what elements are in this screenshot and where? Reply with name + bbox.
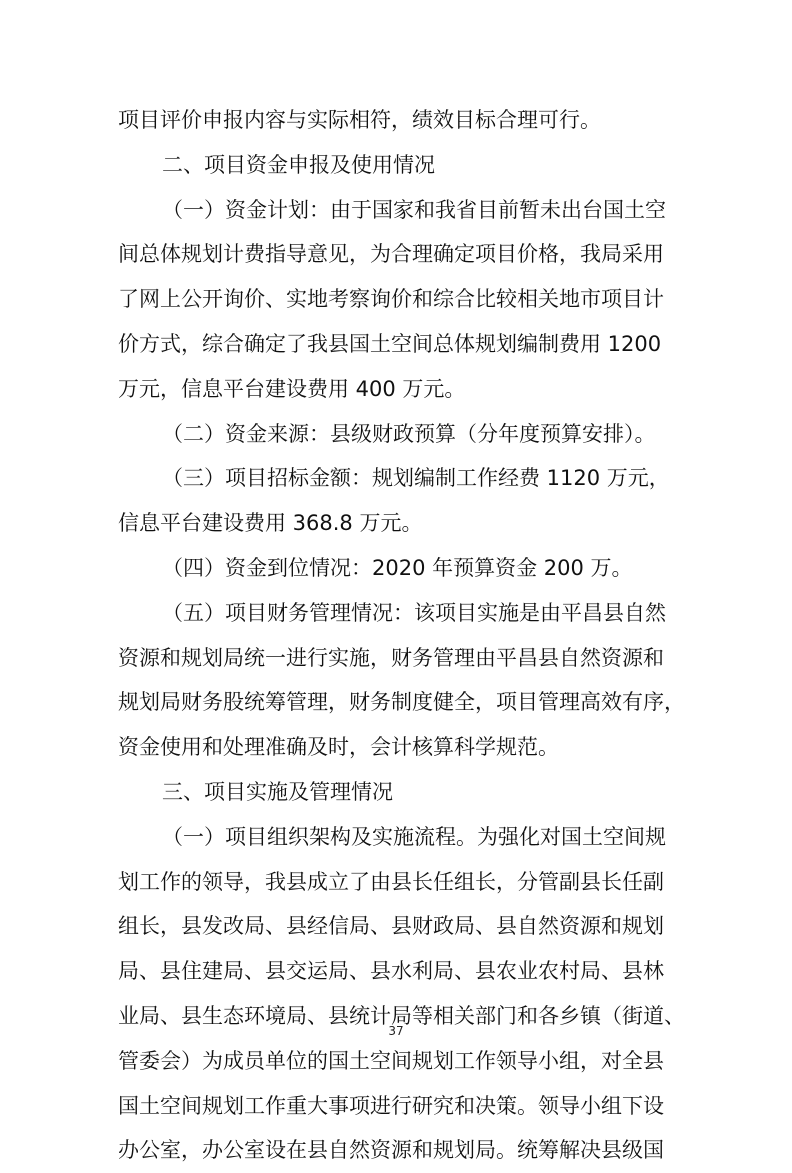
text-line: 局、县住建局、县交运局、县水利局、县农业农村局、县林 xyxy=(118,959,664,984)
text-line: 国土空间规划工作重大事项进行研究和决策。领导小组下设 xyxy=(118,1093,664,1118)
text-line: 了网上公开询价、实地考察询价和综合比较相关地市项目计 xyxy=(118,287,664,312)
text-line: 间总体规划计费指导意见，为合理确定项目价格，我局采用 xyxy=(118,242,664,267)
page-number: 37 xyxy=(388,1024,404,1038)
body-text xyxy=(118,98,688,1173)
text-line: 业局、县生态环境局、县统计局等相关部门和各乡镇（街道、 xyxy=(118,1003,685,1028)
text-line: （一）项目组织架构及实施流程。为强化对国土空间规 xyxy=(162,824,666,849)
text-line: 划工作的领导，我县成立了由县长任组长，分管副县长任副 xyxy=(118,869,664,894)
text-line: 管委会）为成员单位的国土空间规划工作领导小组，对全县 xyxy=(118,1048,664,1073)
text-line: （五）项目财务管理情况：该项目实施是由平昌县自然 xyxy=(162,600,666,625)
text-line: 资源和规划局统一进行实施，财务管理由平昌县自然资源和 xyxy=(118,645,664,670)
text-line: 信息平台建设费用 368.8 万元。 xyxy=(118,511,423,536)
text-line: （一）资金计划：由于国家和我省目前暂未出台国土空 xyxy=(162,197,666,222)
text-line: 万元，信息平台建设费用 400 万元。 xyxy=(118,376,466,401)
section-heading-3: 三、项目实施及管理情况 xyxy=(162,779,393,804)
text-line: （三）项目招标金额：规划编制工作经费 1120 万元， xyxy=(162,466,670,491)
text-line: 组长，县发改局、县经信局、县财政局、县自然资源和规划 xyxy=(118,914,664,939)
text-line: （四）资金到位情况：2020 年预算资金 200 万。 xyxy=(162,555,633,580)
section-heading-2: 二、项目资金申报及使用情况 xyxy=(162,152,435,177)
text-line: 项目评价申报内容与实际相符，绩效目标合理可行。 xyxy=(118,108,601,132)
text-line: 规划局财务股统筹管理，财务制度健全，项目管理高效有序， xyxy=(118,690,685,715)
text-line: 资金使用和处理准确及时，会计核算科学规范。 xyxy=(118,735,559,760)
text-line: 办公室，办公室设在县自然资源和规划局。统筹解决县级国 xyxy=(118,1138,664,1163)
text-line: 价方式，综合确定了我县国土空间总体规划编制费用 1200 xyxy=(118,331,662,356)
text-line: （二）资金来源：县级财政预算（分年度预算安排）。 xyxy=(162,421,656,446)
